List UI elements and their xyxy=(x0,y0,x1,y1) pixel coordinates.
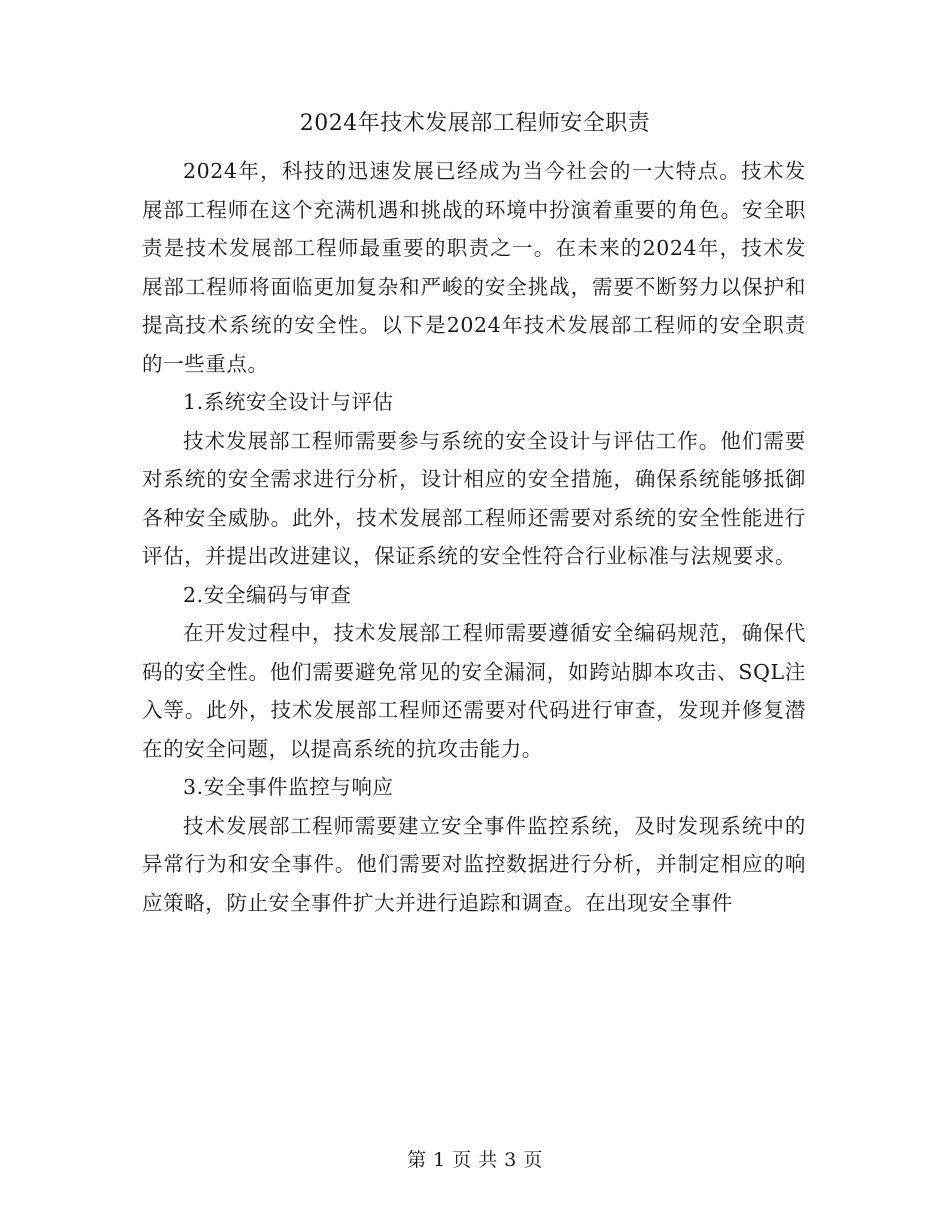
section-paragraph-1: 技术发展部工程师需要参与系统的安全设计与评估工作。他们需要对系统的安全需求进行分析，设计相应的安全措施，确保系统能够抵御各种安全威胁。此外，技术发展部工程师还需要对系统的安全性能进行评估，并提出改进建议，保证系统的安全性符合行业标准与法规要求。 xyxy=(142,428,806,568)
section-paragraph-3: 技术发展部工程师需要建立安全事件监控系统，及时发现系统中的异常行为和安全事件。他们需要对监控数据进行分析，并制定相应的响应策略，防止安全事件扩大并进行追踪和调查。在出现安全事件 xyxy=(142,813,806,915)
document-body xyxy=(142,152,806,922)
intro-paragraph: 2024年，科技的迅速发展已经成为当今社会的一大特点。技术发展部工程师在这个充满机遇和挑战的环境中扮演着重要的角色。安全职责是技术发展部工程师最重要的职责之一。在未来的2024年，技术发展部工程师将面临更加复杂和严峻的安全挑战，需要不断努力以保护和提高技术系统的安全性。以下是2024年技术发展部工程师的安全职责的一些重点。 xyxy=(142,159,806,376)
page-number-footer: 第 1 页 共 3 页 xyxy=(407,1149,543,1171)
section-paragraph-2: 在开发过程中，技术发展部工程师需要遵循安全编码规范，确保代码的安全性。他们需要避免常见的安全漏洞，如跨站脚本攻击、SQL注入等。此外，技术发展部工程师还需要对代码进行审查，发现并修复潜在的安全问题，以提高系统的抗攻击能力。 xyxy=(142,621,806,761)
section-heading-1: 1.系统安全设计与评估 xyxy=(183,390,394,414)
section-heading-3: 3.安全事件监控与响应 xyxy=(183,775,394,799)
section-heading-2: 2.安全编码与审查 xyxy=(183,582,352,607)
document-title: 2024年技术发展部工程师安全职责 xyxy=(299,111,651,136)
